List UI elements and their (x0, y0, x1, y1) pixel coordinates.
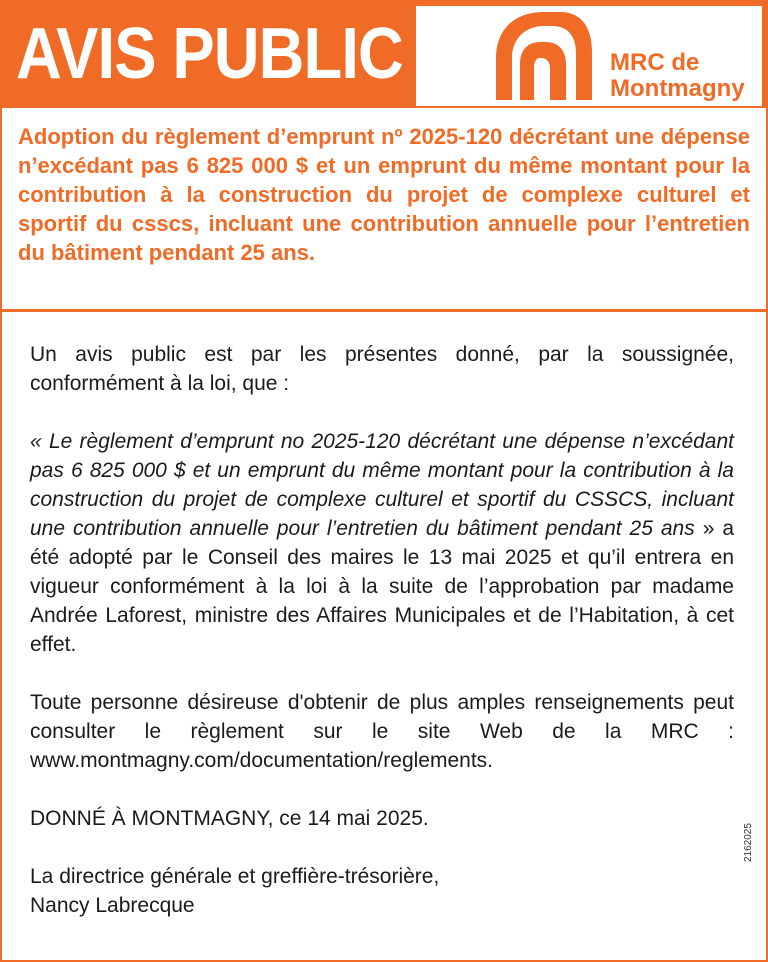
intro-paragraph: Un avis public est par les présentes donné, par la soussignée, conformément à la loi, que : (30, 343, 734, 395)
heading-area (2, 108, 766, 312)
given-date: DONNÉ À MONTMAGNY, ce 14 mai 2025. (30, 807, 429, 830)
resolution-quote: « Le règlement d’emprunt no 2025-120 décrétant une dépense n’excédant pas 6 825 000 $ et un emprunt du même montant pour la contribution à la construction du projet de complexe culturel et sportif du CSSCS, incluant une contribution annuelle pour l’entretien du bâtiment pendant 25 ans (30, 430, 734, 540)
logo-line-2: Montmagny (610, 75, 745, 102)
signature-role: La directrice générale et greffière-trésorière, (30, 865, 440, 888)
notice-title: AVIS PUBLIC (16, 14, 403, 94)
logo-text (610, 50, 745, 102)
reference-number: 2162025 (743, 823, 754, 862)
logo-line-1: MRC de (610, 49, 700, 76)
resolution-paragraph (30, 427, 734, 659)
logo (416, 6, 762, 106)
resolution-text: » a été adopté par le Conseil des maires le 13 mai 2025 et qu’il entrera en vigueur conformément à la loi à la suite de l’approbation par madame Andrée Laforest, ministre des Affaires Municipales et de l’Habitation, à cet effet. (30, 517, 735, 656)
signature-name: Nancy Labrecque (30, 894, 195, 917)
mrc-logo-icon (496, 12, 592, 100)
notice-heading: Adoption du règlement d’emprunt nº 2025-120 décrétant une dépense n’excédant pas 6 825 000 $ et un emprunt du même montant pour la contribution à la construction du projet de complexe culturel et sportif du csscs, incluant une contribution annuelle pour l’entretien du bâtiment pendant 25 ans. (18, 124, 750, 265)
header-bar (2, 2, 766, 108)
signature-block (30, 862, 734, 920)
notice-body (30, 340, 734, 920)
info-paragraph: Toute personne désireuse d'obtenir de plus amples renseignements peut consulter le règlement sur le site Web de la MRC : www.montmagny.com/documentation/reglements. (30, 691, 734, 772)
title-box (2, 2, 414, 106)
